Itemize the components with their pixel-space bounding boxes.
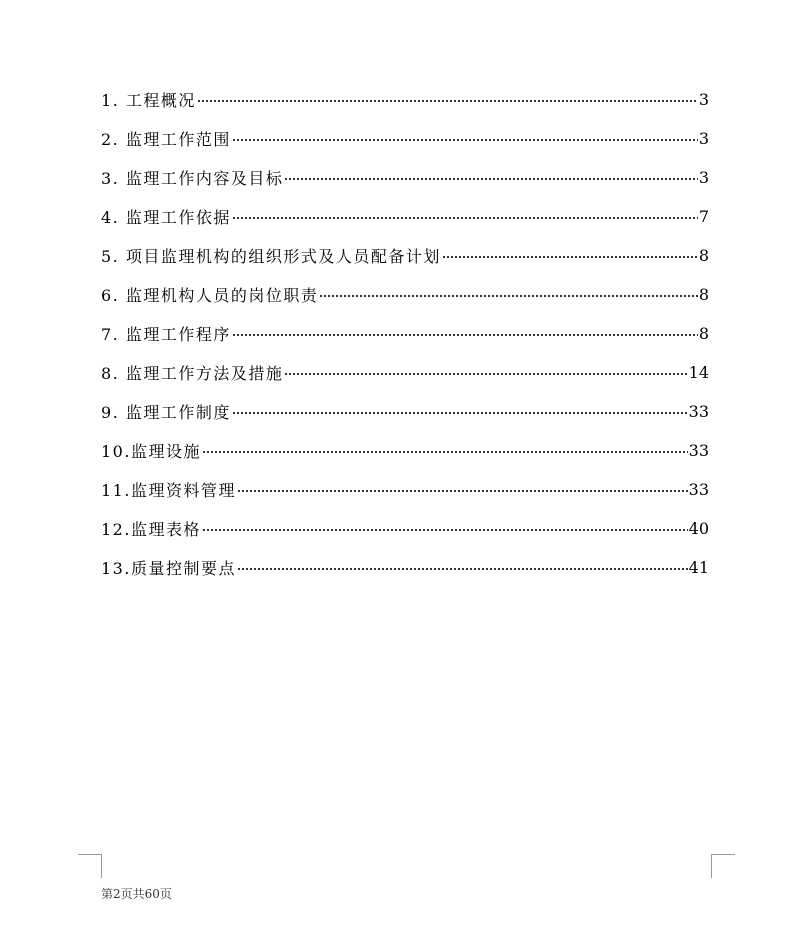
toc-entry-title: 10.监理设施 — [101, 442, 201, 461]
toc-leader-dots — [202, 451, 688, 453]
toc-entry-title: 1. 工程概况 — [101, 91, 196, 110]
toc-entry[interactable] — [101, 353, 709, 392]
toc-entry-page: 41 — [688, 558, 709, 577]
toc-entry-page: 3 — [698, 129, 709, 148]
toc-entry-page: 3 — [698, 168, 709, 187]
toc-entry-page: 14 — [688, 363, 709, 382]
toc-entry-page: 33 — [688, 402, 709, 421]
toc-entry[interactable] — [101, 392, 709, 431]
toc-entry-title: 2. 监理工作范围 — [101, 130, 231, 149]
toc-entry-title: 3. 监理工作内容及目标 — [101, 169, 284, 188]
toc-leader-dots — [442, 256, 698, 258]
toc-entry[interactable] — [101, 548, 709, 587]
toc-leader-dots — [197, 100, 698, 102]
page-footer: 第2页共60页 — [101, 887, 172, 901]
toc-entry-title: 13.质量控制要点 — [101, 559, 236, 578]
toc-entry-title: 9. 监理工作制度 — [101, 403, 231, 422]
toc-entry[interactable] — [101, 236, 709, 275]
toc-entry[interactable] — [101, 119, 709, 158]
toc-entry-page: 8 — [698, 324, 709, 343]
toc-entry-page: 3 — [698, 90, 709, 109]
toc-leader-dots — [284, 178, 697, 180]
toc-entry-page: 8 — [698, 246, 709, 265]
toc-entry[interactable] — [101, 509, 709, 548]
toc-entry-page: 7 — [698, 207, 709, 226]
margin-corner-mark — [711, 854, 735, 878]
toc-entry-title: 5. 项目监理机构的组织形式及人员配备计划 — [101, 247, 441, 266]
toc-entry-page: 33 — [688, 441, 709, 460]
toc-leader-dots — [284, 373, 687, 375]
toc-entry-title: 6. 监理机构人员的岗位职责 — [101, 286, 319, 305]
toc-leader-dots — [232, 412, 688, 414]
toc-entry-title: 8. 监理工作方法及措施 — [101, 364, 284, 383]
toc-leader-dots — [237, 490, 688, 492]
toc-entry[interactable] — [101, 275, 709, 314]
toc-entry[interactable] — [101, 470, 709, 509]
toc-leader-dots — [319, 295, 697, 297]
toc-entry[interactable] — [101, 314, 709, 353]
table-of-contents — [101, 80, 709, 587]
toc-leader-dots — [232, 139, 698, 141]
toc-entry[interactable] — [101, 431, 709, 470]
toc-leader-dots — [232, 334, 698, 336]
toc-leader-dots — [237, 568, 688, 570]
toc-leader-dots — [202, 529, 688, 531]
toc-entry[interactable] — [101, 80, 709, 119]
toc-entry-page: 40 — [688, 519, 709, 538]
toc-entry[interactable] — [101, 197, 709, 236]
toc-entry-title: 7. 监理工作程序 — [101, 325, 231, 344]
margin-corner-mark — [78, 854, 102, 878]
toc-entry-page: 33 — [688, 480, 709, 499]
toc-entry-title: 12.监理表格 — [101, 520, 201, 539]
toc-leader-dots — [232, 217, 698, 219]
toc-entry-title: 4. 监理工作依据 — [101, 208, 231, 227]
toc-entry-page: 8 — [698, 285, 709, 304]
toc-entry-title: 11.监理资料管理 — [101, 481, 236, 500]
toc-entry[interactable] — [101, 158, 709, 197]
